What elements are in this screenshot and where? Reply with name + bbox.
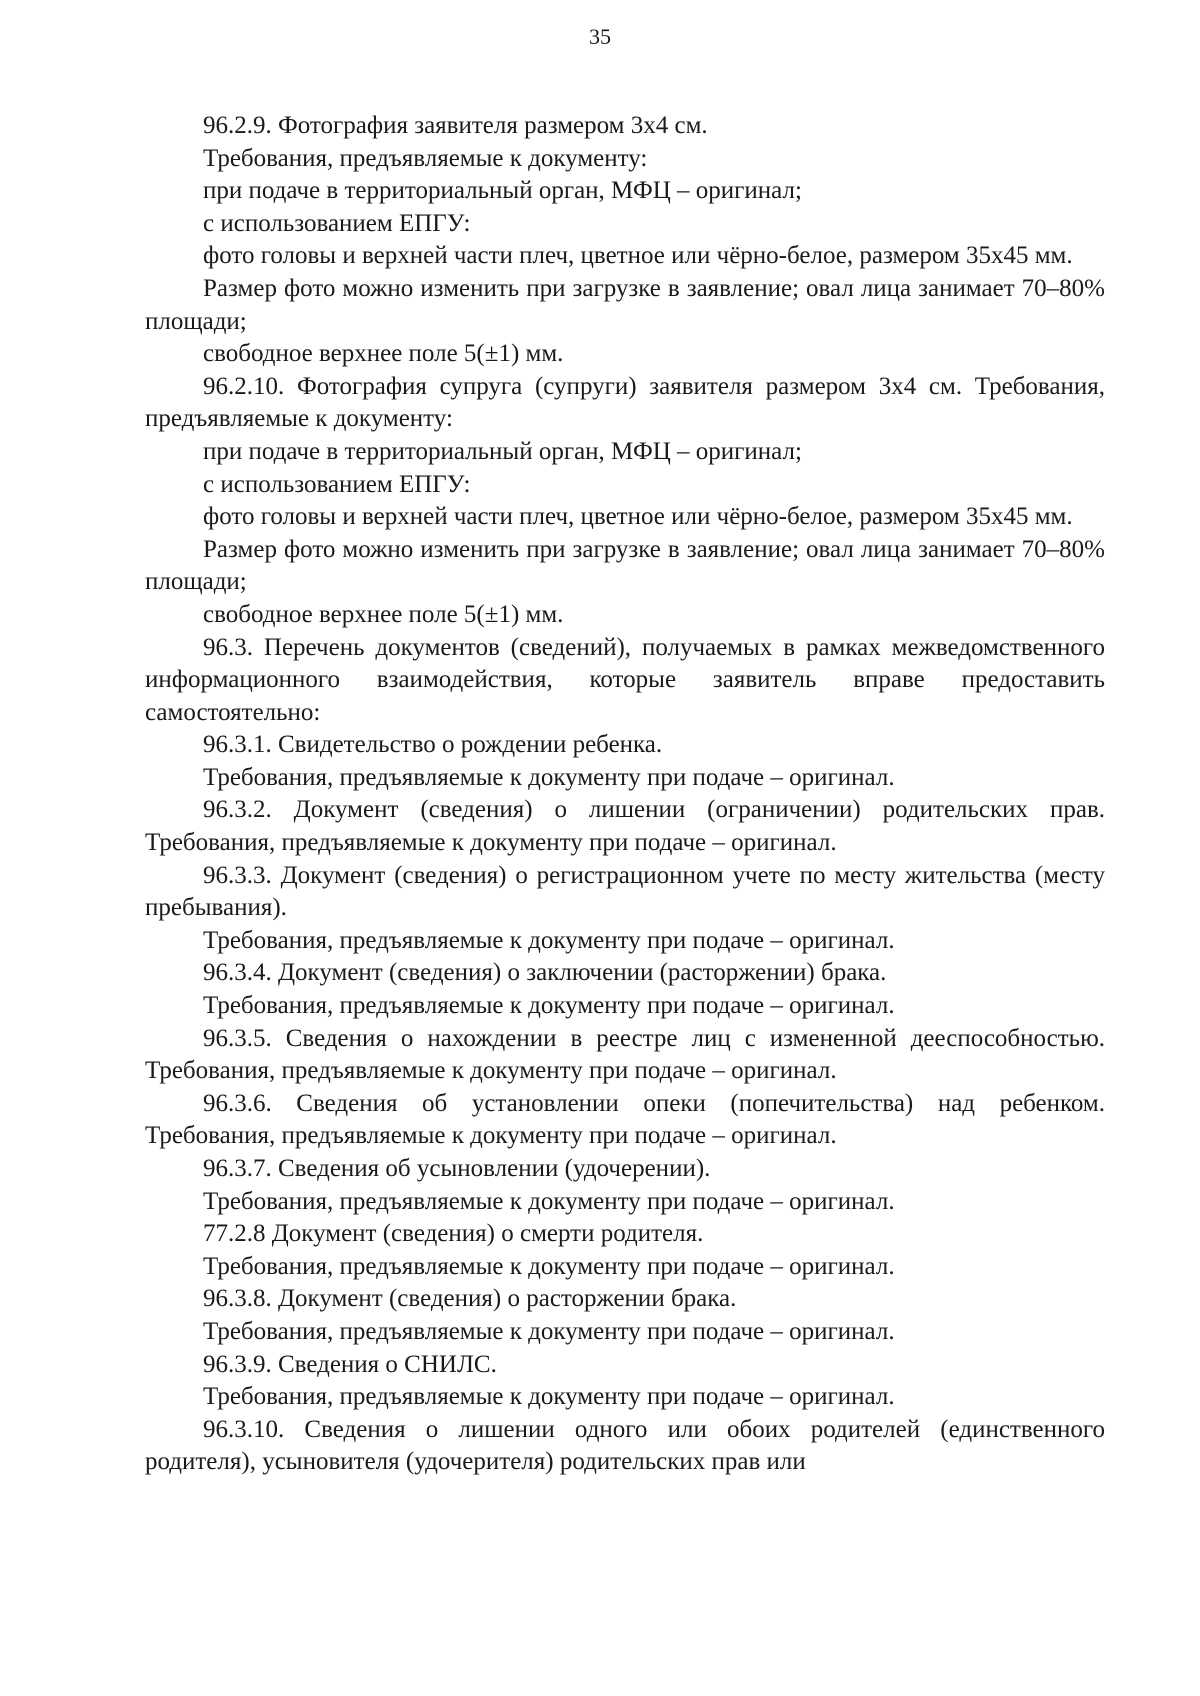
paragraph: Требования, предъявляемые к документу при подаче – оригинал. <box>203 1187 895 1215</box>
paragraph: 96.3.9. Сведения о СНИЛС. <box>203 1350 497 1378</box>
paragraph: с использованием ЕПГУ: <box>203 209 471 237</box>
paragraph: Размер фото можно изменить при загрузке в заявление; овал лица занимает 70–80% площади; <box>145 274 1105 335</box>
paragraph: 96.3.8. Документ (сведения) о расторжении брака. <box>203 1285 737 1313</box>
paragraph: фото головы и верхней части плеч, цветное или чёрно-белое, размером 35х45 мм. <box>203 503 1073 531</box>
paragraph: Требования, предъявляемые к документу: <box>203 144 648 172</box>
paragraph: при подаче в территориальный орган, МФЦ – оригинал; <box>203 177 802 205</box>
document-body <box>145 110 1105 1479</box>
paragraph: фото головы и верхней части плеч, цветное или чёрно-белое, размером 35х45 мм. <box>203 242 1073 270</box>
paragraph: 96.3. Перечень документов (сведений), получаемых в рамках межведомственного информационного взаимодействия, которые заявитель вправе предоставить самостоятельно: <box>145 633 1105 726</box>
paragraph: 96.2.10. Фотография супруга (супруги) заявителя размером 3х4 см. Требования, предъявляемые к документу: <box>145 372 1105 433</box>
paragraph: 96.3.6. Сведения об установлении опеки (попечительства) над ребенком. Требования, предъявляемые к документу при подаче – оригинал. <box>145 1089 1105 1150</box>
paragraph: 96.3.5. Сведения о нахождении в реестре лиц с измененной дееспособностью. Требования, предъявляемые к документу при подаче – оригинал. <box>145 1024 1105 1085</box>
paragraph: 96.3.4. Документ (сведения) о заключении (расторжении) брака. <box>203 959 887 987</box>
paragraph: 77.2.8 Документ (сведения) о смерти родителя. <box>203 1220 704 1248</box>
page-number: 35 <box>589 24 611 49</box>
paragraph: 96.3.3. Документ (сведения) о регистрационном учете по месту жительства (месту пребывания). <box>145 861 1105 922</box>
paragraph: Требования, предъявляемые к документу при подаче – оригинал. <box>203 763 895 791</box>
paragraph: Размер фото можно изменить при загрузке в заявление; овал лица занимает 70–80% площади; <box>145 535 1105 596</box>
paragraph: свободное верхнее поле 5(±1) мм. <box>203 600 564 628</box>
paragraph: 96.3.7. Сведения об усыновлении (удочерении). <box>203 1155 711 1182</box>
paragraph: Требования, предъявляемые к документу при подаче – оригинал. <box>203 992 895 1020</box>
paragraph: 96.3.10. Сведения о лишении одного или обоих родителей (единственного родителя), усыновителя (удочерителя) родительских прав или <box>145 1415 1105 1476</box>
paragraph: 96.3.1. Свидетельство о рождении ребенка. <box>203 731 663 759</box>
paragraph: с использованием ЕПГУ: <box>203 470 471 498</box>
paragraph: Требования, предъявляемые к документу при подаче – оригинал. <box>203 1383 895 1411</box>
paragraph: Требования, предъявляемые к документу при подаче – оригинал. <box>203 1252 895 1280</box>
paragraph: 96.3.2. Документ (сведения) о лишении (ограничении) родительских прав. Требования, предъявляемые к документу при подаче – оригинал. <box>145 796 1105 857</box>
paragraph: 96.2.9. Фотография заявителя размером 3х4 см. <box>203 112 708 139</box>
paragraph: свободное верхнее поле 5(±1) мм. <box>203 340 564 368</box>
paragraph: Требования, предъявляемые к документу при подаче – оригинал. <box>203 1317 895 1345</box>
paragraph: Требования, предъявляемые к документу при подаче – оригинал. <box>203 926 895 954</box>
paragraph: при подаче в территориальный орган, МФЦ – оригинал; <box>203 437 802 465</box>
